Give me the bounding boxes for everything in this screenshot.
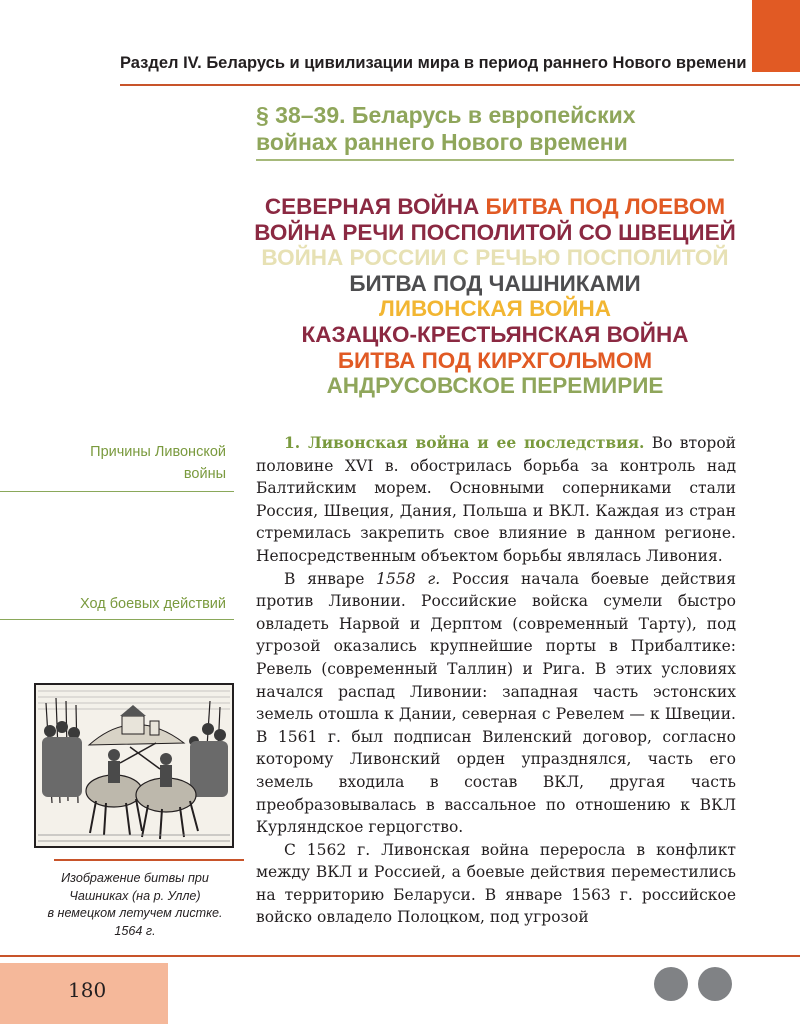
caption-divider	[54, 859, 244, 861]
keyword: СЕВЕРНАЯ ВОЙНА	[264, 194, 480, 219]
margin-note-line: Причины Ливонской	[90, 444, 226, 460]
keyword: БИТВА ПОД ЛОЕВОМ	[485, 194, 726, 219]
margin-note-course: Ход боевых действий	[80, 596, 226, 612]
keywords-cloud	[244, 194, 746, 399]
paragraph-1	[256, 432, 736, 568]
paragraph-2	[256, 568, 736, 839]
paragraph-title-line: войнах раннего Нового времени	[256, 129, 628, 155]
figure-caption	[34, 870, 236, 940]
page-number: 180	[68, 978, 107, 1002]
battle-engraving-illustration	[34, 683, 234, 848]
paragraph-text: С 1562 г. Ливонская война переросла в конфликт между ВКЛ и Россией, а боевые действия переместились на территорию Беларуси. В январе 1563 г. российское войско овладело Полоцком, под угрозой	[256, 840, 736, 927]
margin-note-line: войны	[183, 466, 226, 482]
keyword: ВОЙНА РЕЧИ ПОСПОЛИТОЙ СО ШВЕЦИЕЙ	[254, 219, 736, 245]
margin-rule	[0, 491, 234, 492]
date-highlight: 1558 г.	[376, 569, 441, 588]
corner-tab	[752, 0, 800, 72]
section-header: Раздел IV. Беларусь и цивилизации мира в период раннего Нового времени	[120, 54, 747, 72]
margin-note-causes	[40, 441, 226, 485]
paragraph-3	[256, 839, 736, 929]
header-divider	[120, 84, 800, 86]
caption-line: в немецком летучем листке.	[47, 906, 223, 921]
paragraph-text: Россия начала боевые действия против Ливонии. Российские войска сумели быстро овладеть Нарвой и Дерптом (современный Тарту), под угрозой оказались крупнейшие порты в Прибалтике: Ревель (современный Таллин) и Рига. В этих условиях начался распад Ливонии: западная часть эстонских земель отошла к Дании, северная с Ревелем — к Швеции. В 1561 г. был подписан Виленский договор, согласно которому Ливонский орден упразднялся, часть его земель входила в состав ВКЛ, другая часть преобразовывалась в вассальное по отношению к ВКЛ Курляндское герцогство.	[256, 569, 736, 837]
paragraph-title	[256, 102, 736, 156]
subsection-heading: 1. Ливонская война и ее последствия.	[284, 433, 645, 452]
caption-line: Чашниках (на р. Улле)	[69, 888, 201, 903]
keyword: БИТВА ПОД ЧАШНИКАМИ	[349, 270, 641, 296]
keyword: КАЗАЦКО-КРЕСТЬЯНСКАЯ ВОЙНА	[301, 321, 689, 347]
caption-line: 1564 г.	[114, 923, 156, 938]
paragraph-title-line: § 38–39. Беларусь в европейских	[256, 102, 636, 128]
decorative-dot-icon	[698, 967, 732, 1001]
keyword: ЛИВОНСКАЯ ВОЙНА	[379, 296, 611, 322]
paragraph-text: Во второй половине XVI в. обострилась борьба за контроль над Балтийским морем. Основными соперниками стали Россия, Швеция, Дания, Польша и ВКЛ. Каждая из стран стремилась закрепить свое влияние в данном регионе. Непосредственным объектом борьбы являлась Ливония.	[256, 434, 737, 565]
keyword: АНДРУСОВСКОЕ ПЕРЕМИРИЕ	[326, 373, 664, 399]
title-divider	[256, 159, 734, 161]
footer-divider	[0, 955, 800, 957]
body-text	[256, 432, 736, 929]
caption-line: Изображение битвы при	[61, 871, 209, 885]
keyword: ВОЙНА РОССИИ С РЕЧЬЮ ПОСПОЛИТОЙ	[261, 245, 729, 271]
decorative-dot-icon	[654, 967, 688, 1001]
paragraph-text: В январе	[284, 569, 377, 588]
keyword: БИТВА ПОД КИРХГОЛЬМОМ	[337, 347, 653, 373]
margin-rule	[0, 619, 234, 620]
